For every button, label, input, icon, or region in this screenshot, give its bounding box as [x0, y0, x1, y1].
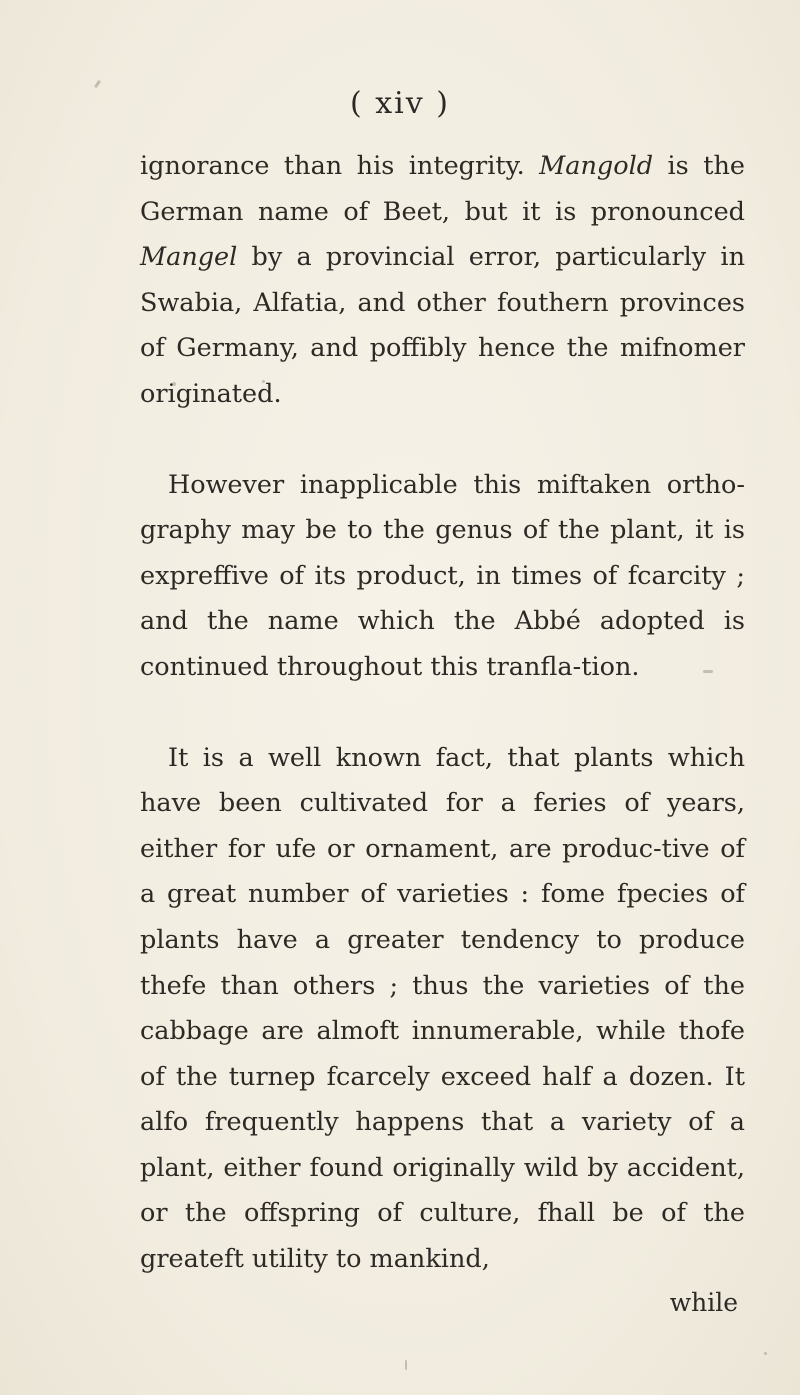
paragraph-1	[140, 144, 745, 418]
page-number: ( xiv )	[350, 86, 450, 121]
body-text	[140, 144, 745, 1283]
paper-speck	[703, 670, 713, 673]
catchword: while	[669, 1288, 738, 1317]
italic-term: Mangold	[539, 151, 654, 181]
text-run: ignorance than his integrity.	[140, 151, 540, 181]
text-run: It is a well known fact, that plants which have been cultivated for a feries of years, either for ufe or ornament, are produc-tive of a great number of varieties : fome fpecies of plants have a greater tendency to produce thefe than others ; thus the varieties of the cabbage are almoft innumerable, while thofe of the turnep fcarcely exceed half a dozen. It alfo frequently happens that a variety of a plant, either found originally wild by accident, or the offspring of culture, fhall be of the greateft utility to mankind,	[140, 742, 745, 1275]
text-run: However inapplicable this miftaken ortho-graphy may be to the genus of the plant, it is expreffive of its product, in times of fcarcity ; and the name which the Abbé adopted is continued throughout this tranfla-tion.	[140, 469, 745, 682]
paper-speck	[405, 1360, 407, 1370]
paragraph-2	[140, 463, 745, 691]
paper-speck	[172, 382, 176, 386]
paragraph-3	[140, 736, 745, 1283]
paper-speck	[764, 1352, 767, 1355]
text-run: by a provincial error, particularly in Swabia, Alfatia, and other fouthern provinces of Germany, and poffibly hence the mifnomer originated.	[140, 242, 745, 409]
paper-speck	[262, 380, 265, 383]
text-run: is the German name of Beet, but it is pronounced	[140, 151, 745, 227]
italic-term: Mangel	[140, 242, 238, 273]
